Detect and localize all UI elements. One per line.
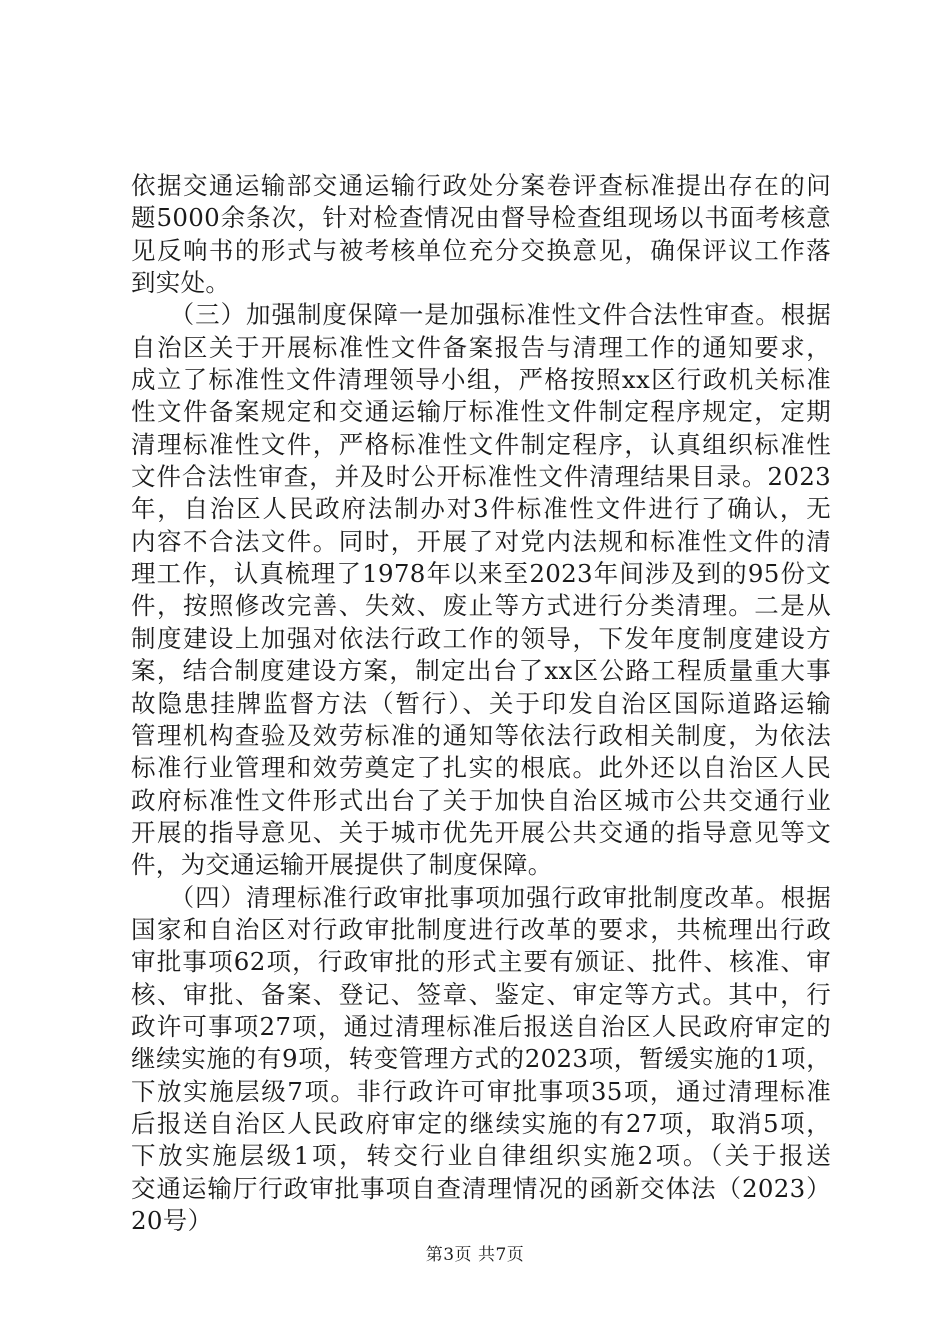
text-line: 核、审批、备案、登记、签章、鉴定、审定等方式。其中，行 [131, 979, 831, 1009]
text-line: 见反响书的形式与被考核单位充分交换意见，确保评议工作落 [131, 235, 831, 265]
text-line: 故隐患挂牌监督方法（暂行）、关于印发自治区国际道路运输 [131, 688, 831, 718]
text-line: 下放实施层级7项。非行政许可审批事项35项，通过清理标准 [131, 1076, 831, 1106]
text-line: 清理标准性文件，严格标准性文件制定程序，认真组织标准性 [131, 429, 831, 459]
text-line: 下放实施层级1项，转交行业自律组织实施2项。（关于报送 [131, 1141, 831, 1171]
text-line: 自治区关于开展标准性文件备案报告与清理工作的通知要求， [131, 332, 831, 362]
text-line: 性文件备案规定和交通运输厅标准性文件制定程序规定，定期 [131, 397, 831, 427]
text-line: 开展的指导意见、关于城市优先开展公共交通的指导意见等文 [131, 817, 831, 847]
text-line: 交通运输厅行政审批事项自查清理情况的函新交体法（2023） [131, 1173, 831, 1203]
text-line: 政许可事项27项，通过清理标准后报送自治区人民政府审定的 [131, 1011, 831, 1041]
text-line: 国家和自治区对行政审批制度进行改革的要求，共梳理出行政 [131, 914, 831, 944]
text-line: 年，自治区人民政府法制办对3件标准性文件进行了确认，无 [131, 494, 831, 524]
text-line: 案，结合制度建设方案，制定出台了xx区公路工程质量重大事 [131, 656, 831, 686]
text-line: 内容不合法文件。同时，开展了对党内法规和标准性文件的清 [131, 526, 831, 556]
text-line: 依据交通运输部交通运输行政处分案卷评查标准提出存在的问 [131, 171, 831, 200]
text-line: 管理机构查验及效劳标准的通知等依法行政相关制度，为依法 [131, 720, 831, 750]
text-line: 审批事项62项，行政审批的形式主要有颁证、批件、核准、审 [131, 947, 831, 977]
text-line: 件，为交通运输开展提供了制度保障。 [131, 850, 553, 880]
text-line: 制度建设上加强对依法行政工作的领导，下发年度制度建设方 [131, 623, 831, 653]
text-line: 政府标准性文件形式出台了关于加快自治区城市公共交通行业 [131, 785, 831, 815]
text-line: 件，按照修改完善、失效、废止等方式进行分类清理。二是从 [131, 591, 831, 621]
text-line: 后报送自治区人民政府审定的继续实施的有27项，取消5项， [131, 1108, 831, 1138]
text-line: 继续实施的有9项，转变管理方式的2023项，暂缓实施的1项， [131, 1044, 831, 1074]
page-footer: 第3页 共7页 [425, 1245, 525, 1265]
text-line: （四）清理标准行政审批事项加强行政审批制度改革。根据 [131, 882, 831, 912]
body-text [131, 170, 831, 1237]
text-line: 成立了标准性文件清理领导小组，严格按照xx区行政机关标准 [131, 365, 831, 395]
text-line: 文件合法性审查，并及时公开标准性文件清理结果目录。2023 [131, 462, 831, 492]
text-line: 到实处。 [131, 268, 231, 298]
text-line: 标准行业管理和效劳奠定了扎实的根底。此外还以自治区人民 [131, 753, 831, 783]
text-line: （三）加强制度保障一是加强标准性文件合法性审查。根据 [131, 300, 831, 330]
text-line: 题5000余条次，针对检查情况由督导检查组现场以书面考核意 [131, 203, 831, 233]
text-line: 理工作，认真梳理了1978年以来至2023年间涉及到的95份文 [131, 559, 831, 589]
text-line: 20号） [131, 1206, 213, 1235]
